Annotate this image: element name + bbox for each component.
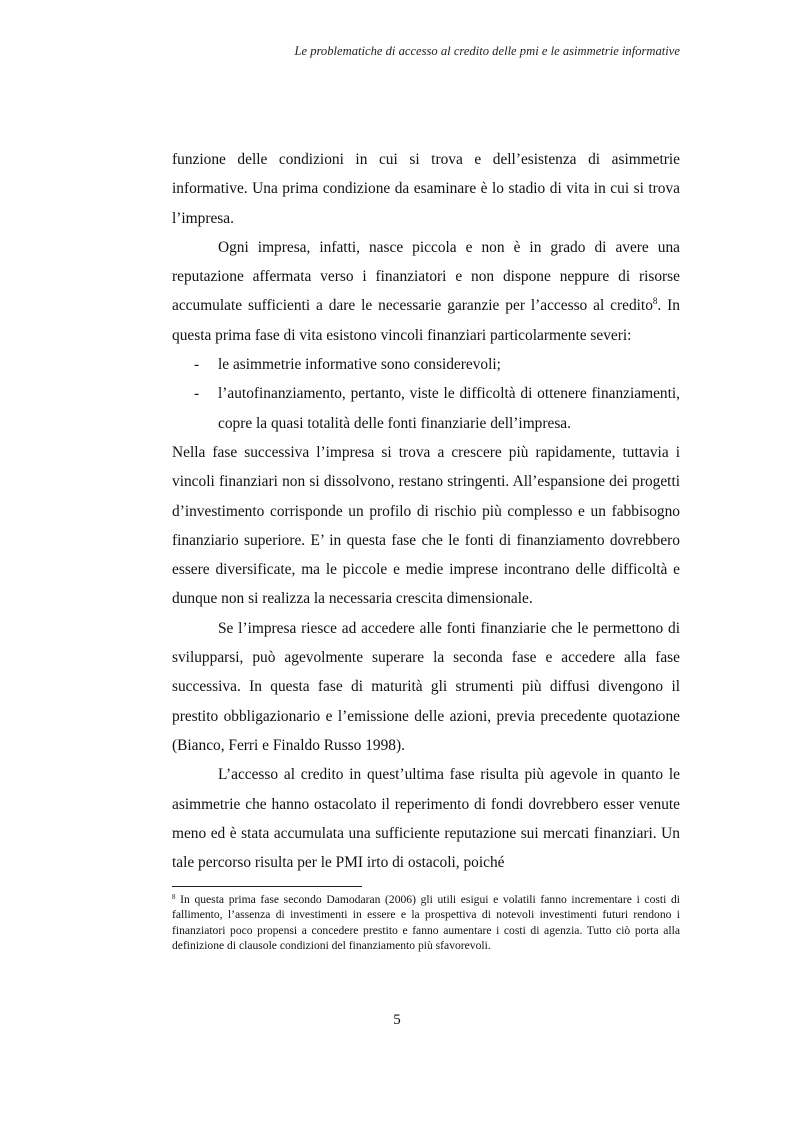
paragraph-5: L’accesso al credito in quest’ultima fase risulta più agevole in quanto le asimmetrie che hanno ostacolato il reperimento di fondi dovrebbero esser venute meno ed è stata accumulata una sufficiente reputazione sui mercati finanziari. Un tale percorso risulta per le PMI irto di ostacoli, poiché <box>172 766 680 872</box>
list-item-text: l’autofinanziamento, pertanto, viste le difficoltà di ottenere finanziamenti, copre la quasi totalità delle fonti finanziarie dell’impresa. <box>218 385 680 432</box>
footnote-reference[interactable]: 8 <box>652 296 658 307</box>
list-item <box>172 379 680 438</box>
body-text <box>172 145 680 877</box>
footnote <box>172 892 680 954</box>
list-dash: - <box>194 385 200 403</box>
list-item-text: le asimmetrie informative sono considerevoli; <box>218 356 501 374</box>
paragraph-1: funzione delle condizioni in cui si trova e dell’esistenza di asimmetrie informative. Una prima condizione da esaminare è lo stadio di vita in cui si trova l’impresa. <box>172 151 680 227</box>
paragraph-2-tail: . In questa prima fase di vita esistono vincoli finanziari particolarmente severi: <box>172 297 680 344</box>
running-header: Le problematiche di accesso al credito delle pmi e le asimmetrie informative <box>294 44 680 58</box>
paragraph-4: Se l’impresa riesce ad accedere alle fonti finanziarie che le permettono di svilupparsi, può agevolmente superare la seconda fase e accedere alla fase successiva. In questa fase di maturità gli strumenti più diffusi divengono il prestito obbligazionario e l’emissione delle azioni, previa precedente quotazione (Bianco, Ferri e Finaldo Russo 1998). <box>172 619 680 754</box>
list-dash: - <box>194 356 200 374</box>
page-number: 5 <box>393 1012 401 1028</box>
footnote-number: 8 <box>172 893 176 901</box>
paragraph-2-text: Ogni impresa, infatti, nasce piccola e non è in grado di avere una reputazione affermata verso i finanziatori e non dispone neppure di risorse accumulate sufficienti a dare le necessarie garanzie per l’accesso al credito <box>172 238 680 315</box>
bullet-list <box>172 350 680 438</box>
footnote-text: In questa prima fase secondo Damodaran (2006) gli utili esigui e volatili fanno incrementare i costi di fallimento, l’assenza di investimenti in essere e la prospettiva di notevoli investimenti futuri rendono i finanziatori poco propensi a concedere prestito e fanno aumentare i costi di agenzia. Tutto ciò porta alla definizione di clausole condizioni del finanziamento più sfavorevoli. <box>172 893 680 953</box>
paragraph-2 <box>172 233 680 350</box>
paragraph-3: Nella fase successiva l’impresa si trova a crescere più rapidamente, tuttavia i vincoli finanziari non si dissolvono, restano stringenti. All’espansione dei progetti d’investimento corrisponde un profilo di rischio più complesso e un fabbisogno finanziario superiore. E’ in questa fase che le fonti di finanziamento dovrebbero essere diversificate, ma le piccole e medie imprese incontrano delle difficoltà e dunque non si realizza la necessaria crescita dimensionale. <box>172 443 680 608</box>
footnote-divider <box>172 886 362 887</box>
list-item <box>172 350 680 379</box>
